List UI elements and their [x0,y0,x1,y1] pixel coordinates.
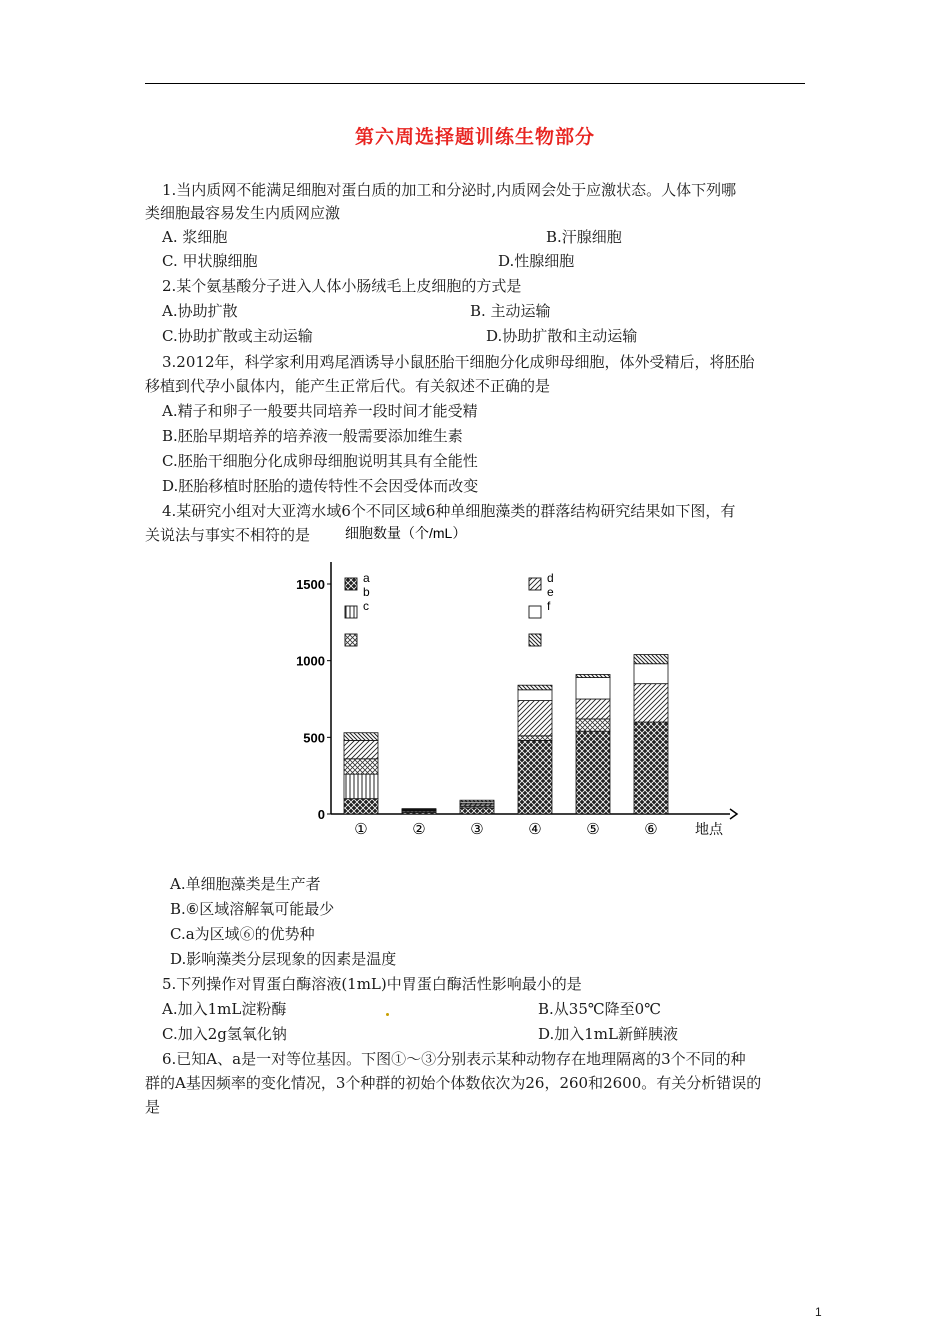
q5-option-b: B.从35℃降至0℃ [538,1000,661,1018]
q6-stem-line2: 群的A基因频率的变化情况，3个种群的初始个体数依次为26，260和2600。有关分析错误的 [145,1074,762,1092]
bar-segment-f [576,674,610,677]
chart-x-axis-title: 地点 [695,821,723,837]
x-category-label: ⑤ [586,821,600,838]
q3-stem-line2: 移植到代孕小鼠体内，能产生正常后代。有关叙述不正确的是 [145,377,551,395]
legend-label-d: d [547,571,554,585]
legend-label-f: f [547,599,551,613]
legend-swatch-e [529,606,541,618]
legend-swatch-b [345,606,357,618]
q3-option-a: A.精子和卵子一般要共同培养一段时间才能受精 [162,402,478,420]
q3-option-b: B.胚胎早期培养的培养液一般需要添加维生素 [162,427,463,445]
bar-segment-a [518,740,552,814]
bar-segment-e [576,678,610,699]
bar-segment-b [344,774,378,799]
q2-option-b: B. 主动运输 [470,302,551,320]
x-category-label: ④ [528,821,542,838]
bar-segment-d [518,701,552,736]
bar-segment-d [344,740,378,758]
bar-segment-f [518,685,552,690]
header-rule [145,83,805,84]
legend-swatch-d [529,578,541,590]
bar-segment-d [634,684,668,722]
algae-bar-chart [285,520,745,850]
chart-x-axis-arrow [730,809,737,819]
bar-segment-c [576,719,610,731]
q6-stem-line1: 6.已知A、a是一对等位基因。下图①～③分别表示某种动物存在地理隔离的3个不同的种 [162,1050,746,1068]
q2-option-a: A.协助扩散 [162,302,238,320]
bar-segment-a [634,722,668,814]
q5-stem: 5.下列操作对胃蛋白酶溶液(1mL)中胃蛋白酶活性影响最小的是 [162,975,582,993]
y-tick-label: 1000 [296,653,325,669]
q2-option-d: D.协助扩散和主动运输 [486,327,638,345]
bar-segment-a [460,808,494,814]
page-title: 第六周选择题训练生物部分 [354,126,595,148]
q4-option-d: D.影响藻类分层现象的因素是温度 [170,950,397,968]
q4-stem-line2: 关说法与事实不相符的是 [145,526,311,544]
q4-stem-line1: 4.某研究小组对大亚湾水域6个不同区域6种单细胞藻类的群落结构研究结果如下图，有 [162,502,736,520]
q4-option-b: B.⑥区域溶解氧可能最少 [170,900,335,918]
legend-swatch-f [529,634,541,646]
y-tick-label: 0 [317,807,325,822]
bar-segment-c [518,736,552,741]
q5-option-c: C.加入2g氢氧化钠 [162,1025,287,1043]
q1-stem-line1: 1.当内质网不能满足细胞对蛋白质的加工和分泌时,内质网会处于应激状态。人体下列哪 [162,181,737,199]
stray-mark [386,1013,389,1016]
q3-option-d: D.胚胎移植时胚胎的遗传特性不会因受体而改变 [162,477,479,495]
chart-y-axis-title: 细胞数量（个/mL） [345,525,467,541]
bar-segment-e [634,664,668,684]
bar-segment-a [576,731,610,814]
q1-option-c: C. 甲状腺细胞 [162,252,258,270]
q3-option-c: C.胚胎干细胞分化成卵母细胞说明其具有全能性 [162,452,478,470]
bar-segment-f [344,733,378,741]
x-category-label: ⑥ [644,821,658,838]
bar-segment-f [402,809,436,810]
page-number: 1 [815,1305,822,1319]
q1-option-a: A. 浆细胞 [162,228,228,246]
x-category-label: ③ [470,821,484,838]
q3-stem-line1: 3.2012年，科学家利用鸡尾酒诱导小鼠胚胎干细胞分化成卵母细胞，体外受精后，将胚胎 [162,353,755,371]
q5-option-a: A.加入1mL淀粉酶 [162,1000,287,1018]
legend-label-e: e [547,585,554,599]
q6-stem-line3: 是 [145,1098,161,1116]
x-category-label: ① [354,821,368,838]
y-tick-label: 500 [303,730,325,746]
q5-option-d: D.加入1mL新鲜胰液 [538,1025,678,1043]
q1-stem-line2: 类细胞最容易发生内质网应激 [145,204,341,222]
q1-option-b: B.汗腺细胞 [546,228,622,246]
bar-segment-a [344,799,378,814]
bar-segment-f [460,800,494,802]
q4-option-a: A.单细胞藻类是生产者 [170,875,321,893]
q2-option-c: C.协助扩散或主动运输 [162,327,313,345]
y-tick-label: 1500 [296,577,325,592]
legend-label-b: b [363,585,370,599]
q1-option-d: D.性腺细胞 [498,252,575,270]
legend-label-a: a [363,571,370,585]
bar-segment-d [576,699,610,719]
q2-stem: 2.某个氨基酸分子进入人体小肠绒毛上皮细胞的方式是 [162,277,522,295]
bar-segment-e [518,690,552,701]
q4-option-c: C.a为区域⑥的优势种 [170,925,315,943]
bar-segment-c [344,759,378,774]
legend-label-c: c [363,599,369,613]
bar-segment-f [634,655,668,664]
legend-swatch-a [345,578,357,590]
legend-swatch-c [345,634,357,646]
x-category-label: ② [412,821,426,838]
